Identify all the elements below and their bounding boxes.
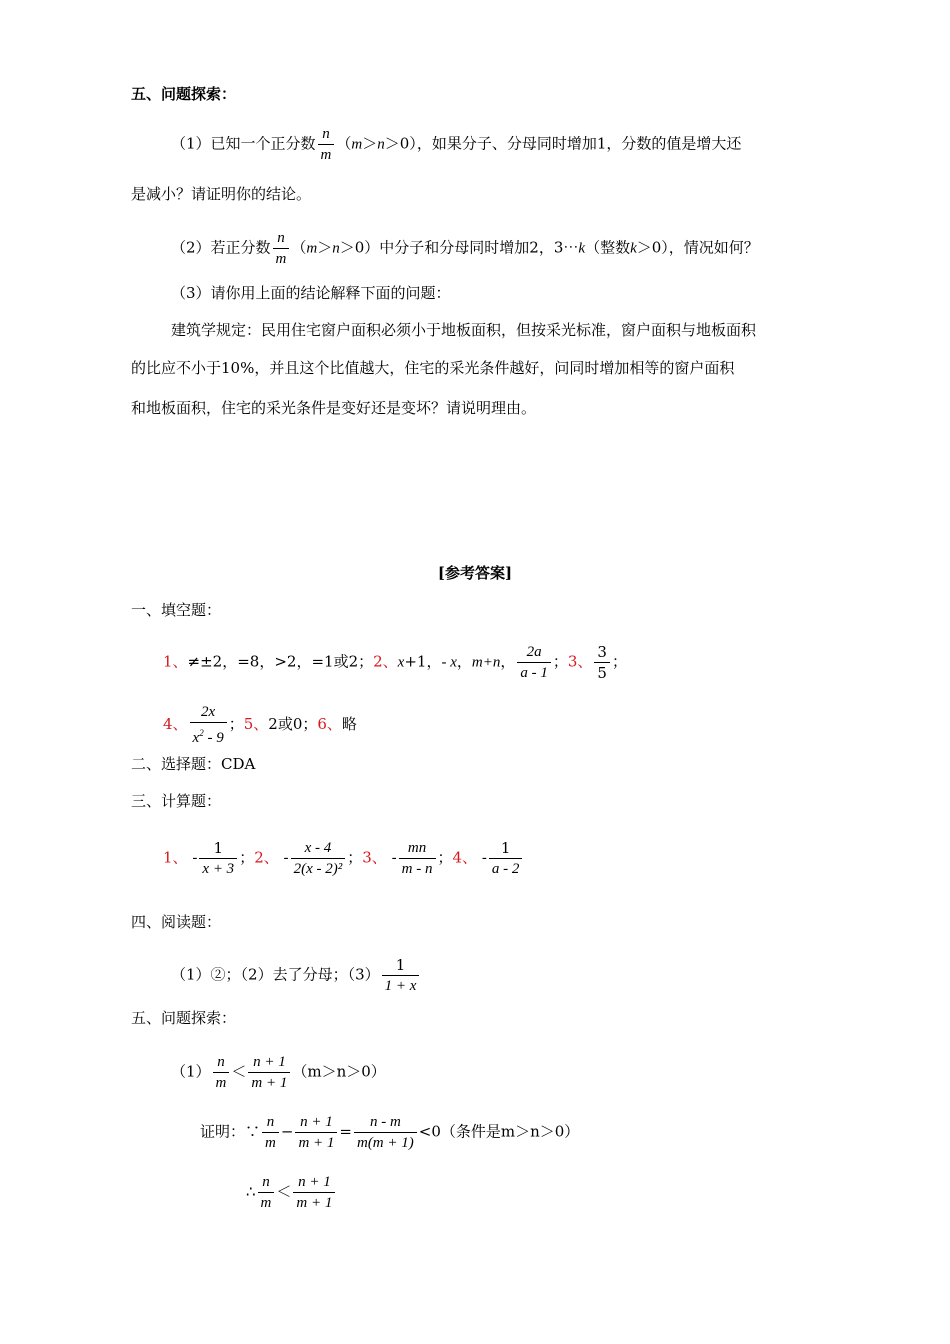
item-number: 2、 (373, 652, 398, 671)
paragraph-line-2: 的比应不小于10%，并且这个比值越大，住宅的采光条件越好，问同时增加相等的窗户面积 (131, 359, 735, 377)
answer-text: ≠±2，=8，>2，=1或2； (187, 652, 374, 671)
fraction (291, 838, 346, 879)
variable-k: k (630, 240, 637, 257)
variable-x: x (397, 654, 405, 671)
condition-end: ＞0） (384, 134, 417, 153)
fraction-denominator: m - n (399, 858, 436, 879)
fraction-denominator: 5 (594, 662, 610, 683)
fraction (489, 838, 523, 879)
fraction (399, 838, 436, 879)
variable-n: n (332, 240, 340, 257)
fraction-numerator: 2x (201, 704, 216, 720)
answer-row-4 (171, 955, 421, 996)
fraction-denominator: 2(x - 2)² (291, 858, 346, 879)
fraction-denominator: a - 1 (517, 662, 551, 683)
answer-row-2 (163, 702, 357, 748)
fraction-numerator: n - m (369, 1114, 401, 1130)
answer-heading-4: 四、阅读题： (131, 913, 222, 931)
question-3: （3）请你用上面的结论解释下面的问题： (171, 284, 451, 302)
fraction-numerator: n (266, 1114, 275, 1130)
minus-sign: - (481, 848, 487, 867)
variable-m: m (351, 136, 363, 153)
fraction-denominator: m + 1 (295, 1132, 337, 1153)
gt-sign: ＞ (317, 238, 333, 257)
denominator-rest: - 9 (203, 730, 224, 746)
fraction-numerator: 1 (395, 956, 406, 974)
proof-tail: <0（条件是m＞n＞0） (418, 1122, 580, 1141)
minus-sign: - (283, 848, 289, 867)
semicolon: ； (347, 848, 363, 867)
answer-row-5 (171, 1052, 386, 1093)
fraction (262, 1112, 279, 1153)
answer-row-3 (163, 838, 524, 879)
question-1-cont: 是减小？请证明你的结论。 (131, 185, 312, 203)
answer-heading-1: 一、填空题： (131, 601, 222, 619)
fraction-numerator: n (217, 1054, 225, 1070)
question-2 (171, 228, 759, 269)
fraction-denominator (190, 722, 227, 748)
fraction (190, 702, 227, 748)
fraction-numerator: 1 (213, 839, 224, 857)
conclusion-row (246, 1172, 337, 1213)
item-number: 4、 (452, 848, 478, 867)
answers-title: [参考答案] (437, 564, 513, 582)
minus-sign: − (280, 1122, 294, 1141)
answer-text: 2或0； (268, 715, 318, 733)
comma: ， (456, 652, 472, 671)
minus-sign: - (192, 848, 198, 867)
answer-heading-3: 三、计算题： (131, 792, 222, 810)
fraction-denominator: a - 2 (489, 858, 523, 879)
fraction (517, 642, 551, 683)
answer-heading-5: 五、问题探索： (131, 1009, 237, 1027)
fraction (594, 642, 610, 683)
fraction-numerator: n (322, 126, 330, 142)
fraction-numerator: 1 (500, 839, 511, 857)
fraction-numerator: mn (407, 840, 427, 856)
fraction (382, 955, 420, 996)
answer-text: +1， (404, 652, 442, 671)
fraction-numerator: n (277, 230, 285, 246)
item-number: 1、 (163, 652, 188, 671)
question-2-text-d: （整数 (585, 238, 631, 257)
fraction-denominator: m + 1 (293, 1192, 335, 1213)
answer-heading-2: 二、选择题：CDA (131, 755, 256, 773)
variable-x: x (192, 730, 200, 746)
fraction-denominator: m (258, 1192, 275, 1213)
item-number: 6、 (317, 715, 342, 733)
question-2-text-c: ＞0）中分子和分母同时增加2，3⋯ (339, 238, 579, 257)
fraction-denominator: m (273, 248, 290, 269)
fraction-numerator: n + 1 (253, 1054, 286, 1070)
fraction-numerator: n (262, 1174, 270, 1190)
fraction-denominator: 1 + x (382, 975, 420, 996)
fraction (354, 1112, 417, 1153)
fraction-denominator: m (213, 1072, 230, 1093)
fraction (199, 838, 237, 879)
semicolon: ； (552, 652, 568, 671)
gt-sign: ＞ (362, 134, 378, 153)
paren-open: （ (291, 238, 307, 257)
variable-n: n (377, 136, 385, 153)
question-1: （1）已知一个正分数 $\frac{n}{m}$ （m＞n＞0），如果分子、分母同时增加1，分数的值是增大还 (171, 126, 742, 163)
equals-sign: = (339, 1122, 352, 1141)
fraction-denominator: m (262, 1132, 279, 1153)
answer-text: （1）②；（2）去了分母；（3） (171, 965, 380, 984)
fraction-numerator: x - 4 (304, 840, 332, 856)
semicolon: ； (239, 848, 255, 867)
item-number: 1、 (163, 848, 188, 867)
semicolon: ； (611, 652, 627, 671)
exponent: 2 (199, 728, 204, 738)
fraction (295, 1112, 337, 1153)
paragraph-line-3: 和地板面积，住宅的采光条件是变好还是变坏？请说明理由。 (131, 399, 537, 417)
answer-text: （1） (171, 1062, 211, 1081)
variable-k: k (578, 240, 586, 257)
fraction-denominator: m + 1 (248, 1072, 290, 1093)
question-1-text-b: ，如果分子、分母同时增加1，分数的值是增大还 (416, 134, 742, 153)
answer-row-1 (163, 642, 627, 683)
fraction-numerator: n + 1 (300, 1114, 333, 1130)
fraction (318, 124, 335, 165)
answer-text: 略 (341, 715, 357, 733)
item-number: 3、 (567, 652, 593, 671)
proof-row (200, 1112, 579, 1153)
fraction-numerator: 2a (526, 644, 542, 660)
fraction-denominator: m(m + 1) (354, 1132, 417, 1153)
item-number: 4、 (163, 715, 188, 733)
fraction-numerator: 3 (597, 643, 607, 661)
fraction-numerator: n + 1 (298, 1174, 331, 1190)
item-number: 5、 (243, 715, 269, 733)
proof-label: 证明：∵ (200, 1122, 261, 1141)
fraction-denominator: x + 3 (199, 858, 237, 879)
lt-sign: ＜ (231, 1062, 247, 1081)
paragraph-line-1: 建筑学规定：民用住宅窗户面积必须小于地板面积，但按采光标准，窗户面积与地板面积 (171, 321, 757, 339)
fraction (248, 1052, 290, 1093)
item-number: 2、 (254, 848, 279, 867)
fraction (213, 1052, 230, 1093)
minus-sign: - (391, 848, 397, 867)
fraction-denominator: m (318, 144, 335, 165)
section-heading: 五、问题探索： (131, 85, 237, 103)
item-number: 3、 (362, 848, 387, 867)
variable-m: m (306, 240, 318, 257)
comma: ， (500, 652, 516, 671)
lt-sign: ＜ (276, 1182, 292, 1201)
semicolon: ； (228, 715, 244, 733)
therefore-symbol: ∴ (246, 1182, 256, 1201)
answer-text: m+n (471, 654, 501, 671)
semicolon: ； (437, 848, 453, 867)
fraction (258, 1172, 275, 1213)
fraction (273, 228, 290, 269)
question-1-text-a: （1）已知一个正分数 (171, 134, 316, 153)
condition: （m＞n＞0） (292, 1062, 386, 1081)
fraction (293, 1172, 335, 1213)
question-2-text-a: （2）若正分数 (171, 238, 271, 257)
question-2-text-e: ＞0），情况如何？ (636, 238, 759, 257)
answer-text: - x (441, 654, 457, 671)
